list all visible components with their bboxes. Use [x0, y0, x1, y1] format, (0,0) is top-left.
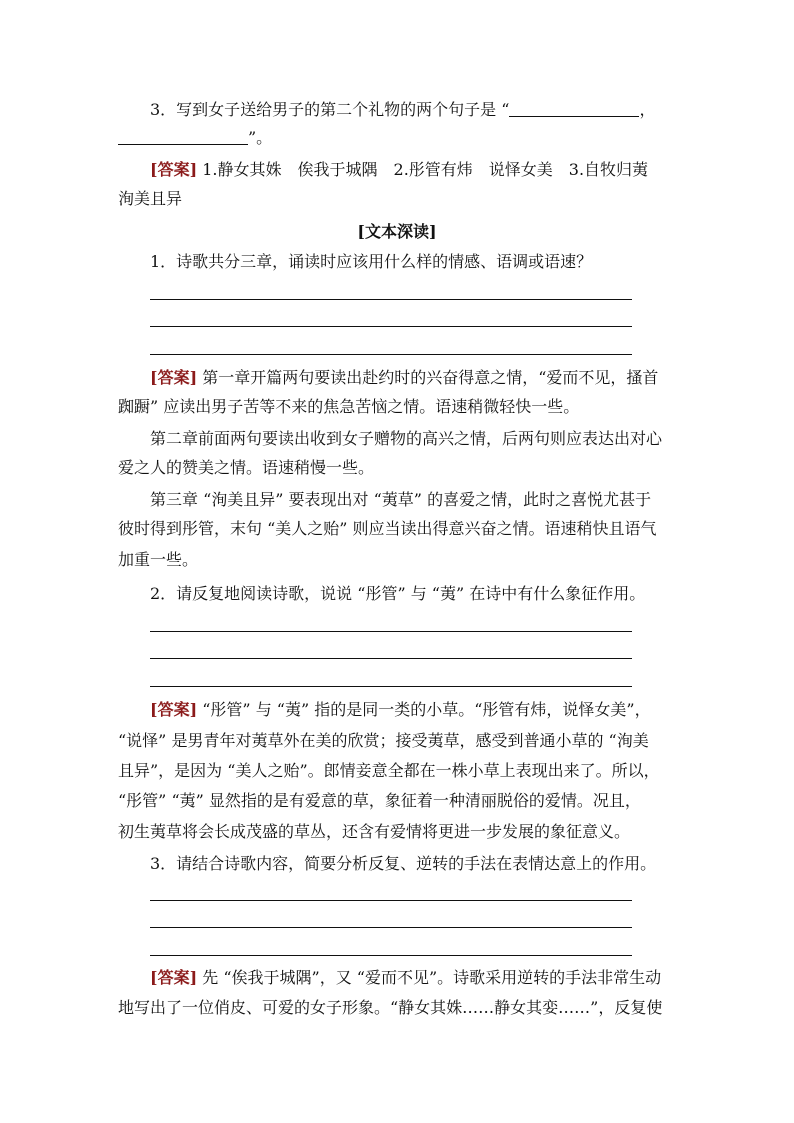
answer-1-line-1: [150, 368, 678, 388]
answer-line[interactable]: [150, 927, 632, 928]
answer-tag: [答案]: [150, 160, 198, 179]
question-3-suffix: ”。: [248, 128, 273, 147]
answer-3-line-1: [150, 968, 678, 988]
answer-blank-2[interactable]: [118, 128, 248, 145]
answer-2-line-4: “彤管” “荑” 显然指的是有爱意的草，象征着一种清丽脱俗的爱情。况且，: [118, 791, 641, 810]
question-3-prefix: 3．写到女子送给男子的第二个礼物的两个句子是 “: [150, 100, 510, 119]
question-3-recall-cont: [118, 128, 678, 148]
question-2: 2．请反复地阅读诗歌，说说 “彤管” 与 “荑” 在诗中有什么象征作用。: [150, 584, 646, 603]
answer-1-line-7: 加重一些。: [118, 550, 199, 569]
answer-recall-text-1: 1.静女其姝 俟我于城隅 2.彤管有炜 说怿女美 3.自牧归荑: [202, 160, 649, 179]
answer-line[interactable]: [150, 354, 632, 355]
question-1: 1．诗歌共分三章，诵读时应该用什么样的情感、语调或语速？: [150, 252, 593, 271]
answer-2-line-5: 初生荑草将会长成茂盛的草丛，还含有爱情将更进一步发展的象征意义。: [118, 822, 631, 841]
answer-line[interactable]: [150, 955, 632, 956]
answer-2-line-1: [150, 700, 678, 720]
answer-1-line-6: 彼时得到彤管，末句 “美人之贻” 则应当读出得意兴奋之情。语速稍快且语气: [118, 519, 657, 538]
answer-3-text-1: 先 “俟我于城隅”，又 “爱而不见”。诗歌采用逆转的手法非常生动: [202, 968, 662, 987]
answer-tag: [答案]: [150, 368, 198, 387]
question-3: 3．请结合诗歌内容，简要分析反复、逆转的手法在表情达意上的作用。: [150, 854, 657, 873]
answer-1-line-3: 第二章前面两句要读出收到女子赠物的高兴之情，后两句则应表达出对心: [150, 429, 663, 448]
answer-line[interactable]: [150, 299, 632, 300]
answer-blank-1[interactable]: [509, 100, 639, 117]
answer-recall-line-2: 洵美且异: [118, 189, 183, 208]
answer-1-line-4: 爱之人的赞美之情。语速稍慢一些。: [118, 458, 375, 477]
answer-line[interactable]: [150, 686, 632, 687]
answer-line[interactable]: [150, 326, 632, 327]
answer-1-line-2: 踟蹰” 应读出男子苦等不来的焦急苦恼之情。语速稍微轻快一些。: [118, 397, 580, 416]
answer-2-line-2: “说怿” 是男青年对荑草外在美的欣赏；接受荑草，感受到普通小草的 “洵美: [118, 731, 649, 750]
answer-line[interactable]: [150, 631, 632, 632]
answer-2-text-1: “彤管” 与 “荑” 指的是同一类的小草。“彤管有炜，说怿女美”，: [202, 700, 651, 719]
answer-2-line-3: 且异”，是因为 “美人之贻”。郎情妾意全都在一株小草上表现出来了。所以，: [118, 761, 660, 780]
answer-line[interactable]: [150, 900, 632, 901]
answer-tag: [答案]: [150, 700, 198, 719]
answer-tag: [答案]: [150, 968, 198, 987]
answer-line[interactable]: [150, 658, 632, 659]
answer-1-line-5: 第三章 “洵美且异” 要表现出对 “荑草” 的喜爱之情，此时之喜悦尤甚于: [150, 490, 652, 509]
answer-1-text-1: 第一章开篇两句要读出赴约时的兴奋得意之情，“爱而不见，搔首: [202, 368, 659, 387]
question-3-recall: [150, 100, 678, 120]
question-3-comma: ，: [639, 100, 656, 119]
answer-recall-line-1: [150, 160, 678, 180]
answer-3-line-2: 地写出了一位俏皮、可爱的女子形象。“静女其姝……静女其娈……”，反复使: [118, 998, 663, 1017]
section-title: [文本深读]: [357, 222, 437, 241]
